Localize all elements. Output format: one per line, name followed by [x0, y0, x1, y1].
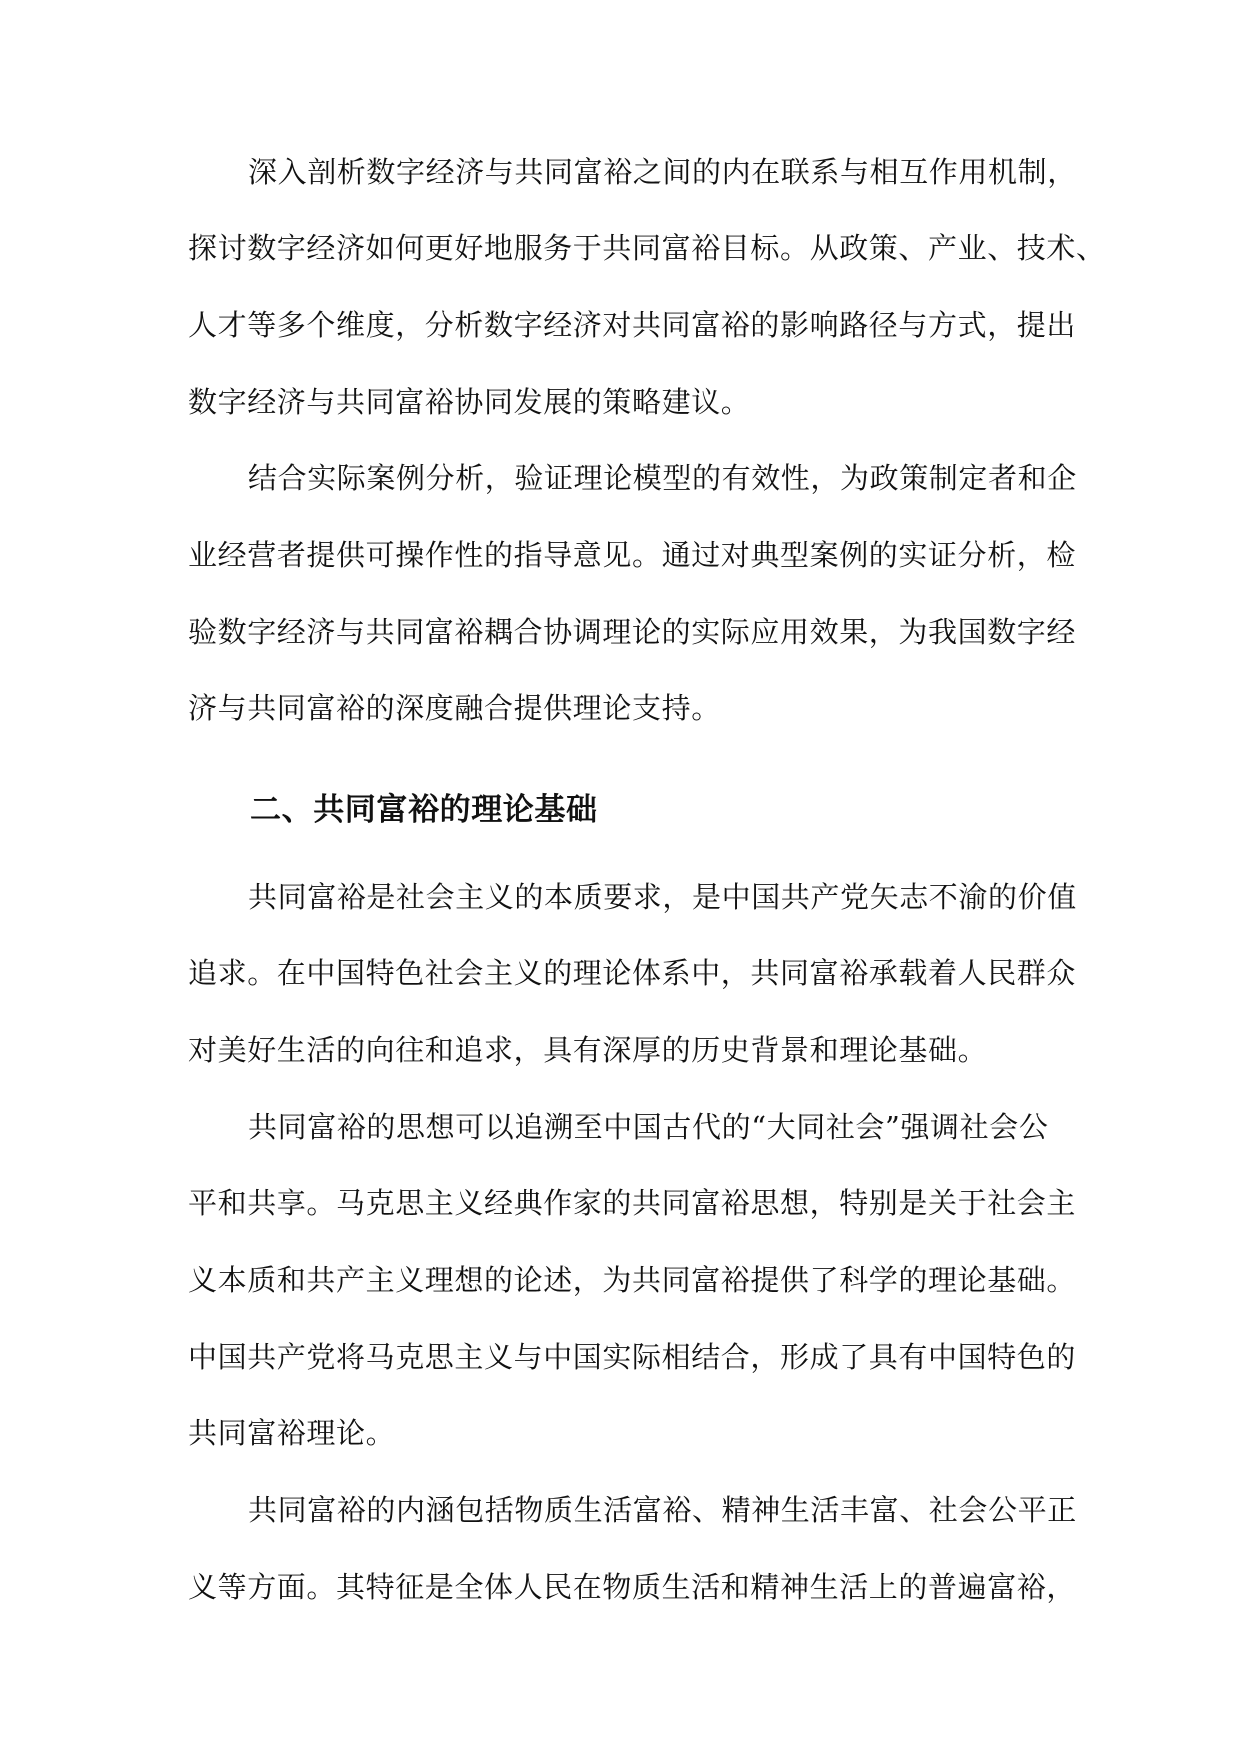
paragraph-line: 结合实际案例分析，验证理论模型的有效性，为政策制定者和企	[248, 461, 1077, 495]
paragraph-line: 义本质和共产主义理想的论述，为共同富裕提供了科学的理论基础。	[188, 1263, 1077, 1297]
paragraph-line: 共同富裕理论。	[188, 1416, 396, 1450]
paragraph-line: 济与共同富裕的深度融合提供理论支持。	[188, 691, 721, 725]
paragraph-line: 平和共享。马克思主义经典作家的共同富裕思想，特别是关于社会主	[188, 1186, 1077, 1220]
section-heading: 二、共同富裕的理论基础	[250, 792, 598, 828]
paragraph-line: 共同富裕的思想可以追溯至中国古代的“大同社会”强调社会公	[248, 1110, 1049, 1144]
paragraph-line: 探讨数字经济如何更好地服务于共同富裕目标。从政策、产业、技术、	[188, 231, 1106, 265]
paragraph-line: 数字经济与共同富裕协同发展的策略建议。	[188, 385, 751, 419]
paragraph-line: 义等方面。其特征是全体人民在物质生活和精神生活上的普遍富裕，	[188, 1570, 1077, 1604]
paragraph-line: 共同富裕是社会主义的本质要求，是中国共产党矢志不渝的价值	[248, 880, 1077, 914]
paragraph-line: 中国共产党将马克思主义与中国实际相结合，形成了具有中国特色的	[188, 1340, 1077, 1374]
paragraph-line: 深入剖析数字经济与共同富裕之间的内在联系与相互作用机制，	[248, 155, 1077, 189]
paragraph-line: 验数字经济与共同富裕耦合协调理论的实际应用效果，为我国数字经	[188, 615, 1077, 649]
paragraph-line: 追求。在中国特色社会主义的理论体系中，共同富裕承载着人民群众	[188, 956, 1077, 990]
paragraph-line: 人才等多个维度，分析数字经济对共同富裕的影响路径与方式，提出	[188, 308, 1077, 342]
paragraph-line: 对美好生活的向往和追求，具有深厚的历史背景和理论基础。	[188, 1033, 988, 1067]
paragraph-line: 共同富裕的内涵包括物质生活富裕、精神生活丰富、社会公平正	[248, 1493, 1077, 1527]
paragraph-line: 业经营者提供可操作性的指导意见。通过对典型案例的实证分析，检	[188, 538, 1077, 572]
